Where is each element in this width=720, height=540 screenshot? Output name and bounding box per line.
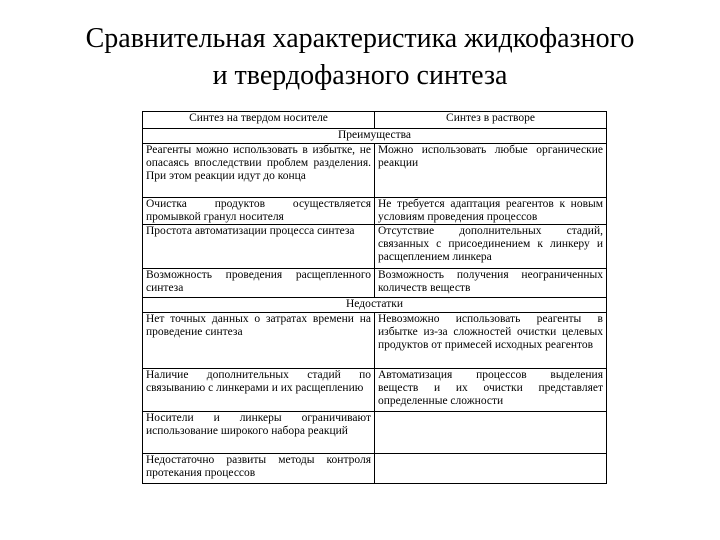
table-cell: Отсутствие дополнительных стадий, связанных с присоединением к линкеру и расщеплением линкера [375,225,607,269]
table-row [143,412,607,454]
table-cell: Возможность проведения расщепленного синтеза [143,269,375,298]
table-cell [375,412,607,454]
comparison-table [142,111,607,484]
table-cell: Автоматизация процессов выделения веществ и их очистки представляет определенные сложности [375,369,607,412]
table-row [143,454,607,484]
table-row [143,198,607,225]
table-cell: Недостаточно развиты методы контроля протекания процессов [143,454,375,484]
header-solution-phase: Синтез в растворе [375,112,607,129]
table-cell: Реагенты можно использовать в избытке, не опасаясь впоследствии проблем разделения. При этом реакции идут до конца [143,144,375,198]
table-cell: Очистка продуктов осуществляется промывкой гранул носителя [143,198,375,225]
section-row [143,129,607,144]
disadvantages-heading: Недостатки [143,298,607,313]
table-cell: Возможность получения неограниченных количеств веществ [375,269,607,298]
table-cell: Простота автоматизации процесса синтеза [143,225,375,269]
table-row [143,225,607,269]
section-row [143,298,607,313]
table-row [143,369,607,412]
table-row [143,269,607,298]
header-row [143,112,607,129]
table-cell: Носители и линкеры ограничивают использование широкого набора реакций [143,412,375,454]
header-solid-phase: Синтез на твердом носителе [143,112,375,129]
table-cell: Можно использовать любые органические реакции [375,144,607,198]
slide-title [0,20,720,94]
table-cell: Не требуется адаптация реагентов к новым условиям проведения процессов [375,198,607,225]
table-cell: Наличие дополнительных стадий по связыванию с линкерами и их расщеплению [143,369,375,412]
table-row [143,313,607,369]
table-cell: Невозможно использовать реагенты в избытке из-за сложностей очистки целевых продуктов от примесей исходных реагентов [375,313,607,369]
slide-title-line-2: и твердофазного синтеза [212,60,508,91]
table-cell: Нет точных данных о затратах времени на проведение синтеза [143,313,375,369]
table-cell [375,454,607,484]
advantages-heading: Преимущества [143,129,607,144]
slide-title-line-1: Сравнительная характеристика жидкофазного [85,23,635,54]
table-row [143,144,607,198]
